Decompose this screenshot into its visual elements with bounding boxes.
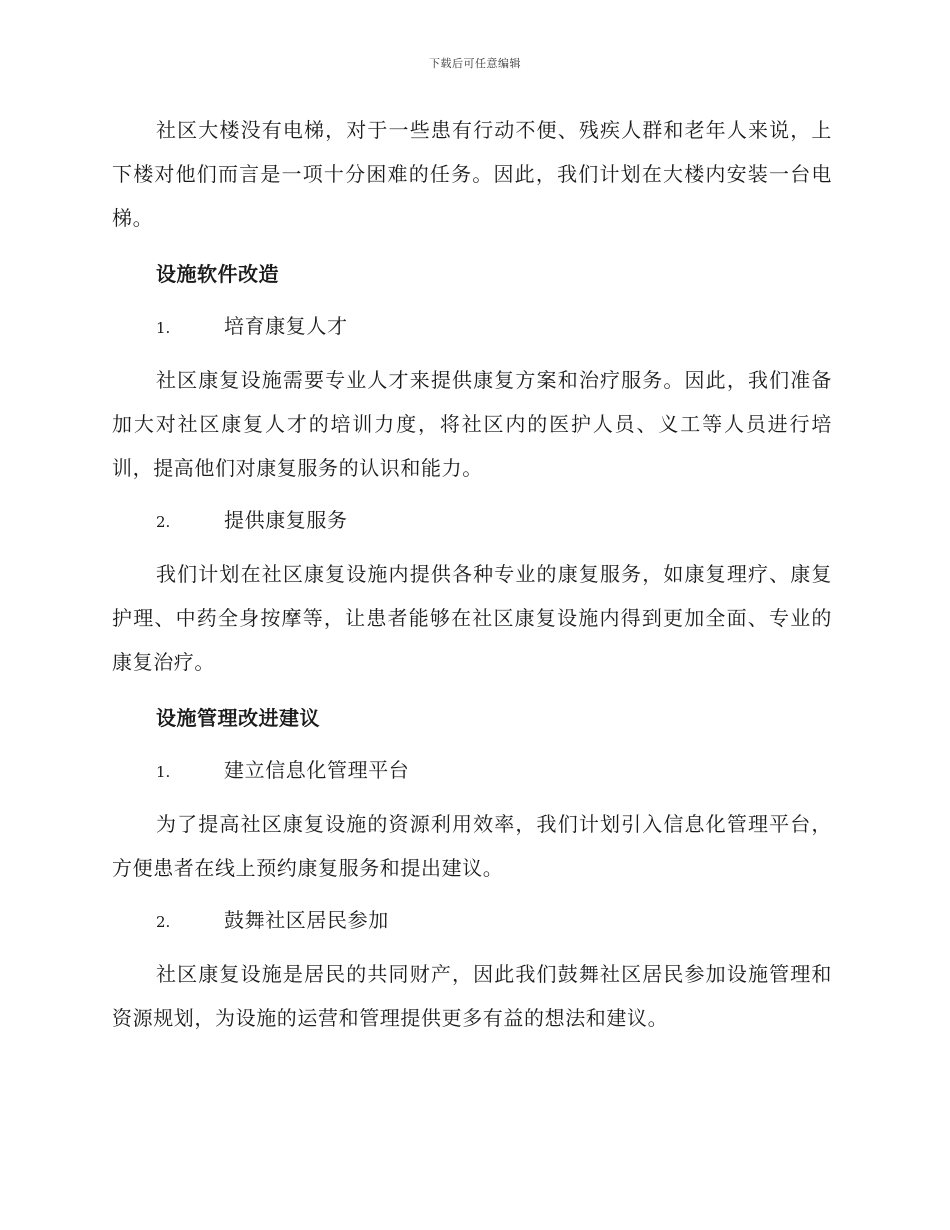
list-item-services xyxy=(112,498,832,544)
page-header: 下载后可任意编辑 xyxy=(429,57,521,70)
list-number: 1. xyxy=(156,763,171,781)
list-item-title: 提供康复服务 xyxy=(224,508,348,532)
services-paragraph: 我们计划在社区康复设施内提供各种专业的康复服务，如康复理疗、康复护理、中药全身按摩等，让患者能够在社区康复设施内得到更加全面、专业的康复治疗。 xyxy=(112,562,832,674)
list-item-platform xyxy=(112,748,832,794)
list-item-title: 鼓舞社区居民参加 xyxy=(224,908,389,932)
list-item-residents xyxy=(112,898,832,944)
list-number: 1. xyxy=(156,319,171,337)
training-paragraph: 社区康复设施需要专业人才来提供康复方案和治疗服务。因此，我们准备加大对社区康复人才的培训力度，将社区内的医护人员、义工等人员进行培训，提高他们对康复服务的认识和能力。 xyxy=(112,368,832,480)
residents-paragraph: 社区康复设施是居民的共同财产，因此我们鼓舞社区居民参加设施管理和资源规划，为设施的运营和管理提供更多有益的想法和建议。 xyxy=(112,962,832,1030)
section-heading-management: 设施管理改进建议 xyxy=(156,706,320,730)
section-heading-software: 设施软件改造 xyxy=(156,262,279,286)
platform-paragraph: 为了提高社区康复设施的资源利用效率，我们计划引入信息化管理平台，方便患者在线上预约康复服务和提出建议。 xyxy=(112,812,832,880)
list-number: 2. xyxy=(156,513,171,531)
document-body xyxy=(112,108,832,1040)
list-number: 2. xyxy=(156,913,171,931)
list-item-title: 建立信息化管理平台 xyxy=(224,758,410,782)
list-item-title: 培育康复人才 xyxy=(224,314,348,338)
list-item-training xyxy=(112,304,832,350)
intro-paragraph: 社区大楼没有电梯，对于一些患有行动不便、残疾人群和老年人来说，上下楼对他们而言是一项十分困难的任务。因此，我们计划在大楼内安装一台电梯。 xyxy=(112,118,832,230)
